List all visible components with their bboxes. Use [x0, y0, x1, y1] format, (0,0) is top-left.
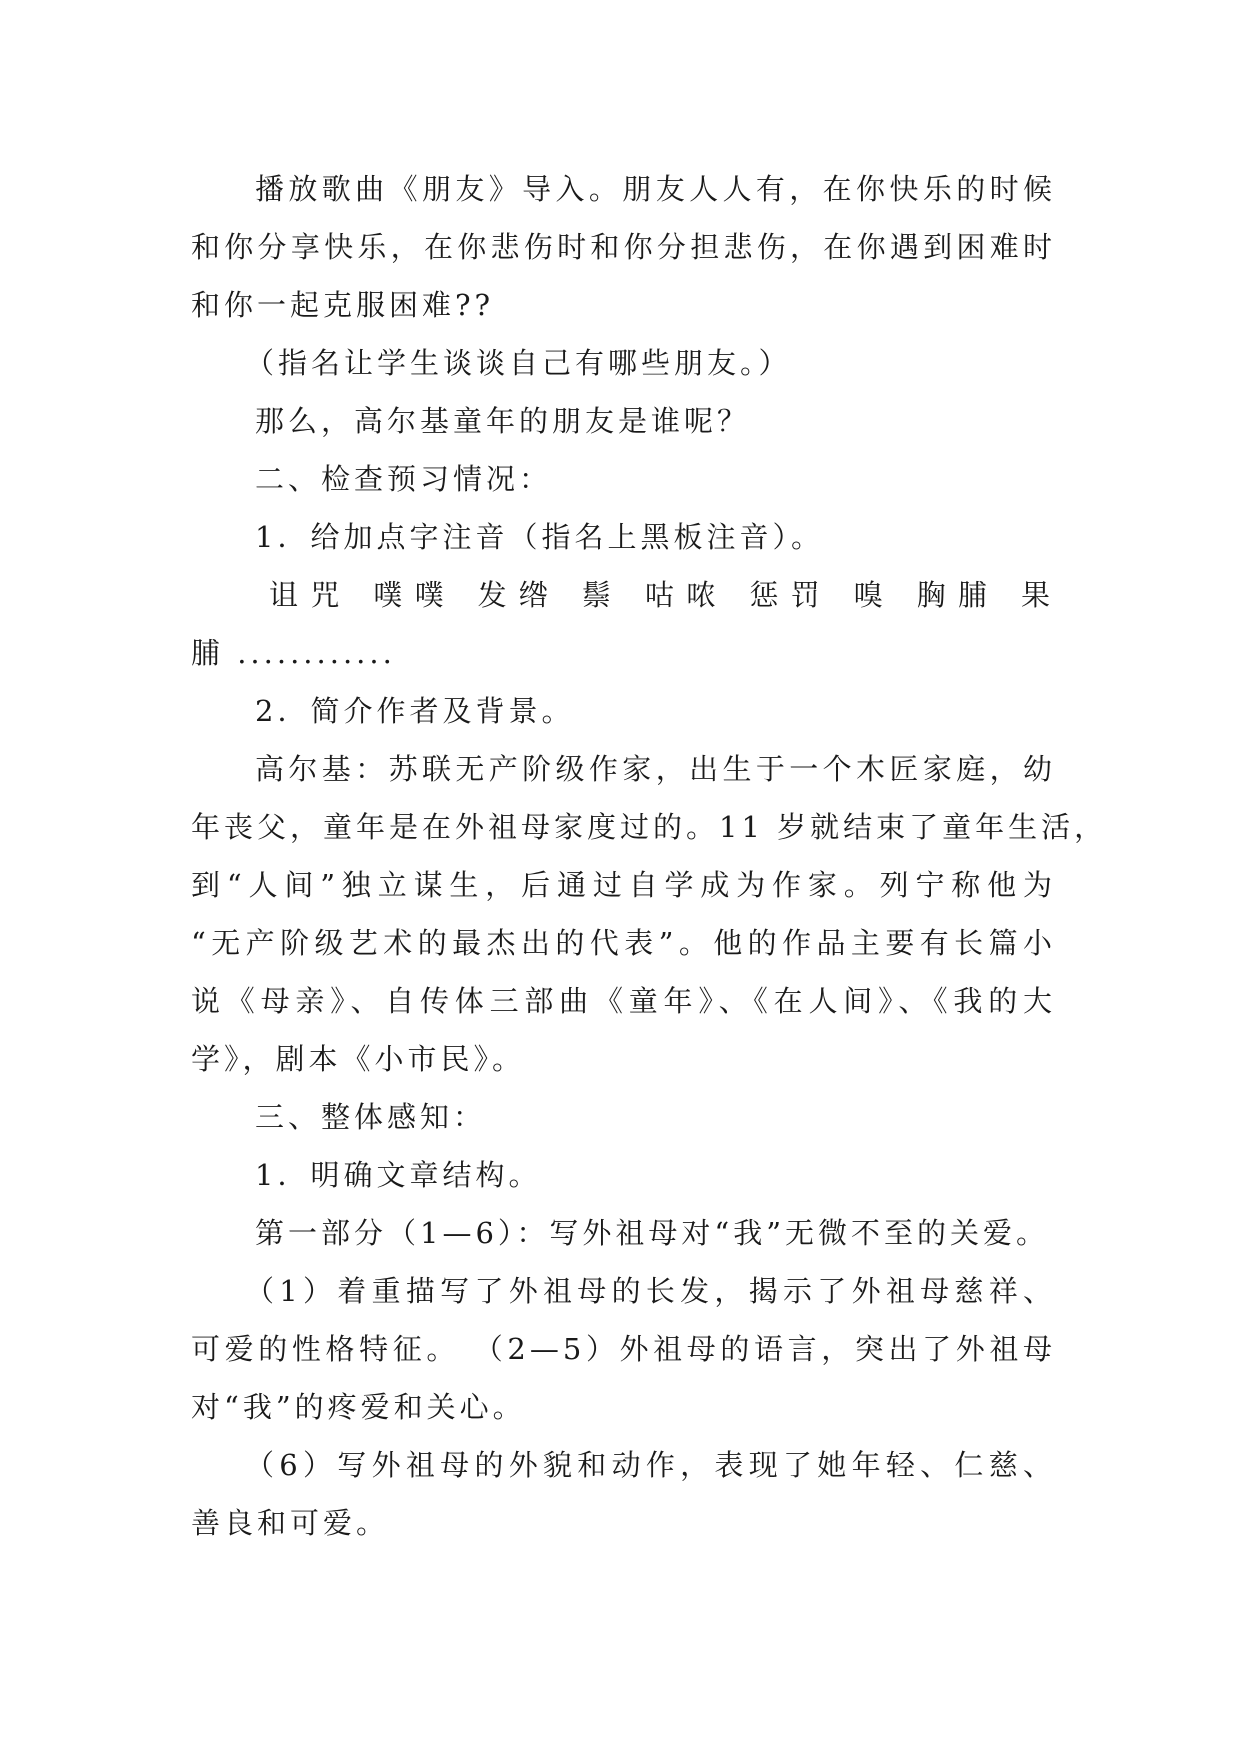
task-1-heading: 1．给加点字注音（指名上黑板注音）。 [255, 520, 824, 554]
author-bio-line-4: “无产阶级艺术的最杰出的代表”。他的作品主要有长篇小 [191, 926, 1056, 960]
part-one-detail-line-3: 对“我”的疼爱和关心。 [191, 1390, 526, 1424]
section-heading-2: 二、检查预习情况： [255, 462, 553, 496]
annotated-words-line-2: 脯 ............ [191, 636, 396, 670]
part-one-summary: 第一部分（1—6）：写外祖母对“我”无微不至的关爱。 [255, 1216, 1050, 1250]
section-heading-3: 三、整体感知： [255, 1100, 487, 1134]
author-bio-line-2: 年丧父，童年是在外祖母家度过的。11 岁就结束了童年生活， [191, 810, 1108, 844]
part-one-detail-line-5: 善良和可爱。 [191, 1506, 390, 1540]
annotated-words-line-1: 诅咒 噗噗 发绺 鬃 咕哝 惩罚 嗅 胸脯 果 [269, 578, 1056, 612]
part-one-detail-line-2: 可爱的性格特征。 （2—5）外祖母的语言，突出了外祖母 [191, 1332, 1056, 1366]
part-one-detail-line-4: （6）写外祖母的外貌和动作，表现了她年轻、仁慈、 [245, 1448, 1056, 1482]
paragraph-intro-line-2: 和你分享快乐，在你悲伤时和你分担悲伤，在你遇到困难时 [191, 230, 1056, 264]
document-body [191, 160, 1108, 1552]
author-bio-line-3: 到“人间”独立谋生，后通过自学成为作家。列宁称他为 [191, 868, 1056, 902]
author-bio-line-5: 说《母亲》、自传体三部曲《童年》、《在人间》、《我的大 [191, 984, 1056, 1018]
question-line: 那么，高尔基童年的朋友是谁呢？ [255, 404, 751, 438]
author-bio-line-6: 学》，剧本《小市民》。 [191, 1042, 526, 1076]
paragraph-intro-line-3: 和你一起克服困难?? [191, 288, 495, 322]
author-bio-line-1: 高尔基：苏联无产阶级作家，出生于一个木匠家庭，幼 [255, 752, 1056, 786]
paragraph-intro-line-1: 播放歌曲《朋友》导入。朋友人人有，在你快乐的时候 [255, 172, 1056, 206]
part-one-detail-line-1: （1）着重描写了外祖母的长发，揭示了外祖母慈祥、 [245, 1274, 1056, 1308]
task-2-heading: 2．简介作者及背景。 [255, 694, 575, 728]
teacher-note: （指名让学生谈谈自己有哪些朋友。） [245, 346, 792, 380]
structure-heading: 1．明确文章结构。 [255, 1158, 542, 1192]
